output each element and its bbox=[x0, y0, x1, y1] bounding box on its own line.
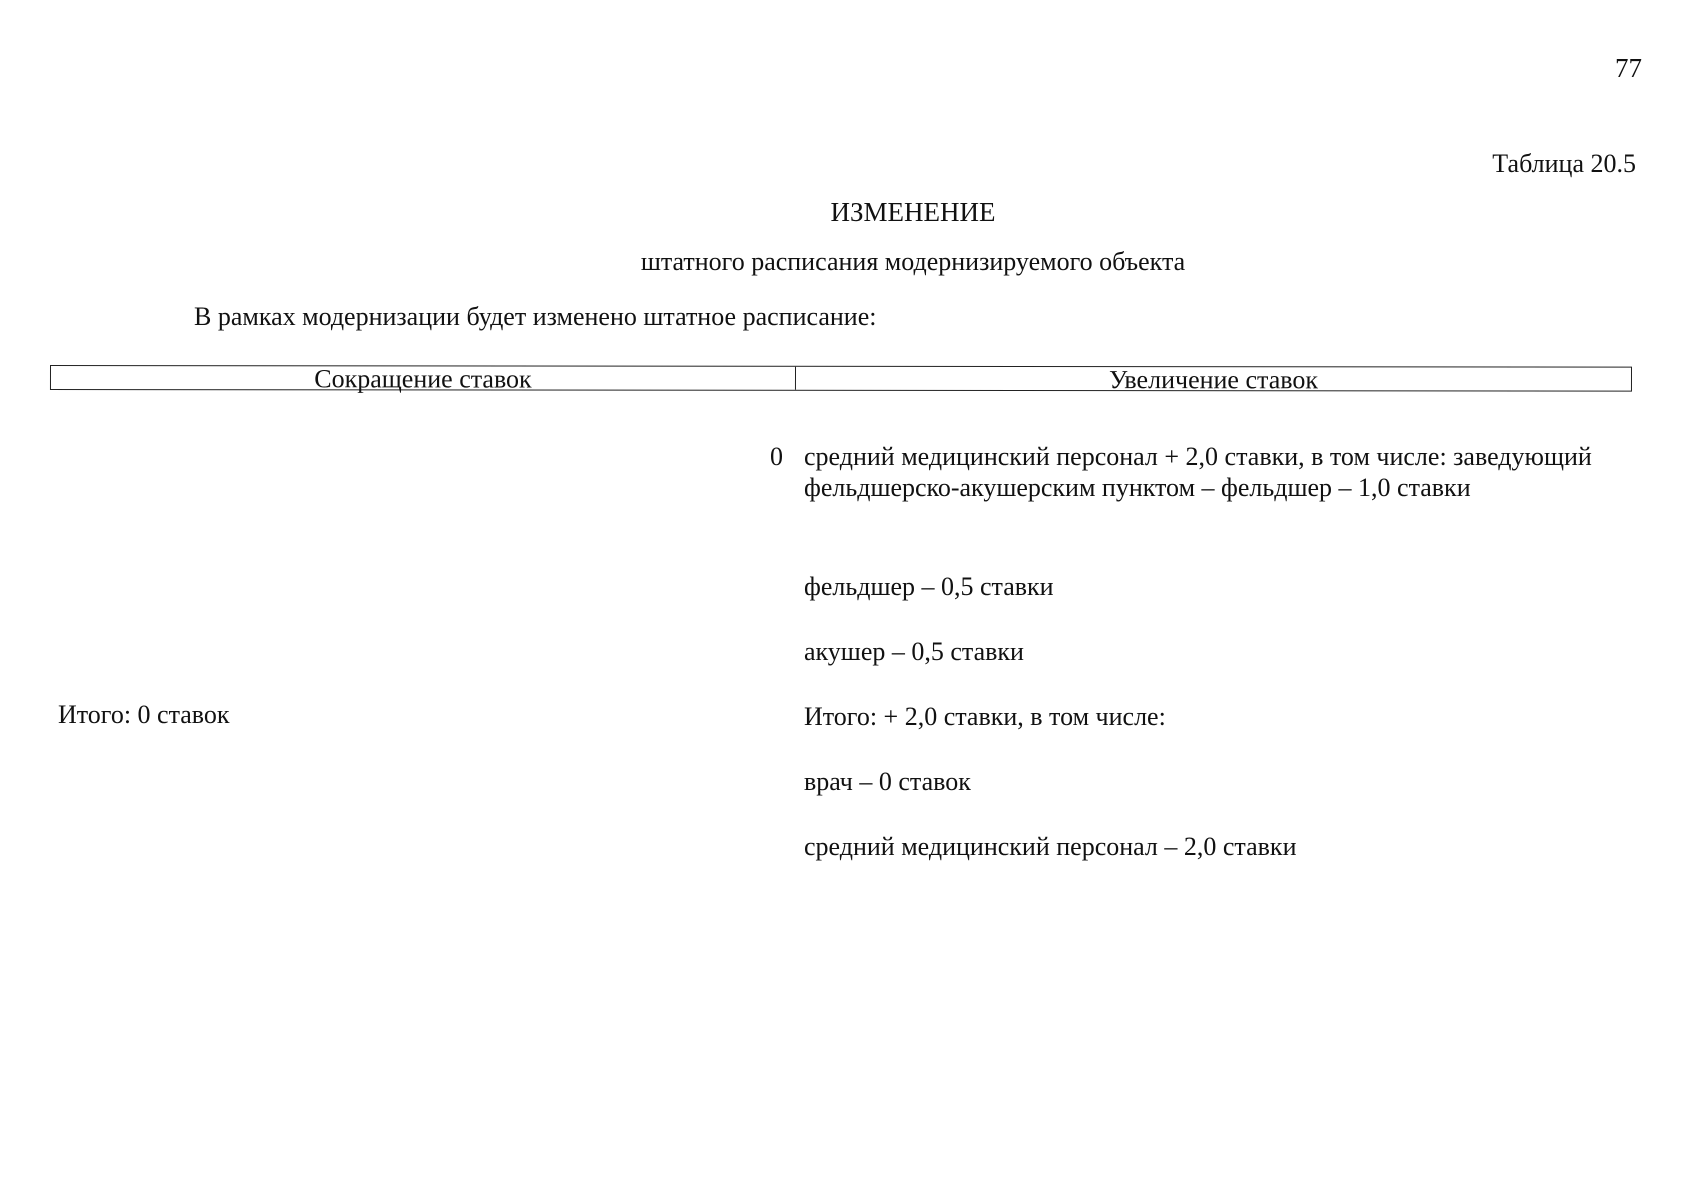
increase-total: Итого: + 2,0 ставки, в том числе: bbox=[804, 702, 1166, 731]
page-number: 77 bbox=[1615, 53, 1642, 83]
reduction-total: Итого: 0 ставок bbox=[58, 700, 230, 729]
table-header bbox=[50, 364, 1632, 395]
increase-marker: 0 bbox=[770, 442, 783, 471]
column-header-reduction: Сокращение ставок bbox=[51, 366, 796, 390]
increase-item: фельдшер – 0,5 ставки bbox=[804, 572, 1054, 601]
document-subtitle: штатного расписания модернизируемого объекта bbox=[640, 247, 1186, 276]
intro-paragraph: В рамках модернизации будет изменено штатное расписание: bbox=[194, 302, 877, 331]
table-label: Таблица 20.5 bbox=[1492, 149, 1636, 178]
increase-item: врач – 0 ставок bbox=[804, 767, 971, 796]
increase-item: средний медицинский персонал + 2,0 ставки, в том числе: заведующий фельдшерско-акушерским пунктом – фельдшер – 1,0 ставки bbox=[804, 442, 1592, 502]
increase-item: средний медицинский персонал – 2,0 ставки bbox=[804, 832, 1297, 861]
increase-item: акушер – 0,5 ставки bbox=[804, 637, 1024, 666]
document-title: ИЗМЕНЕНИЕ bbox=[830, 197, 996, 227]
column-header-increase: Увеличение ставок bbox=[1108, 365, 1319, 395]
